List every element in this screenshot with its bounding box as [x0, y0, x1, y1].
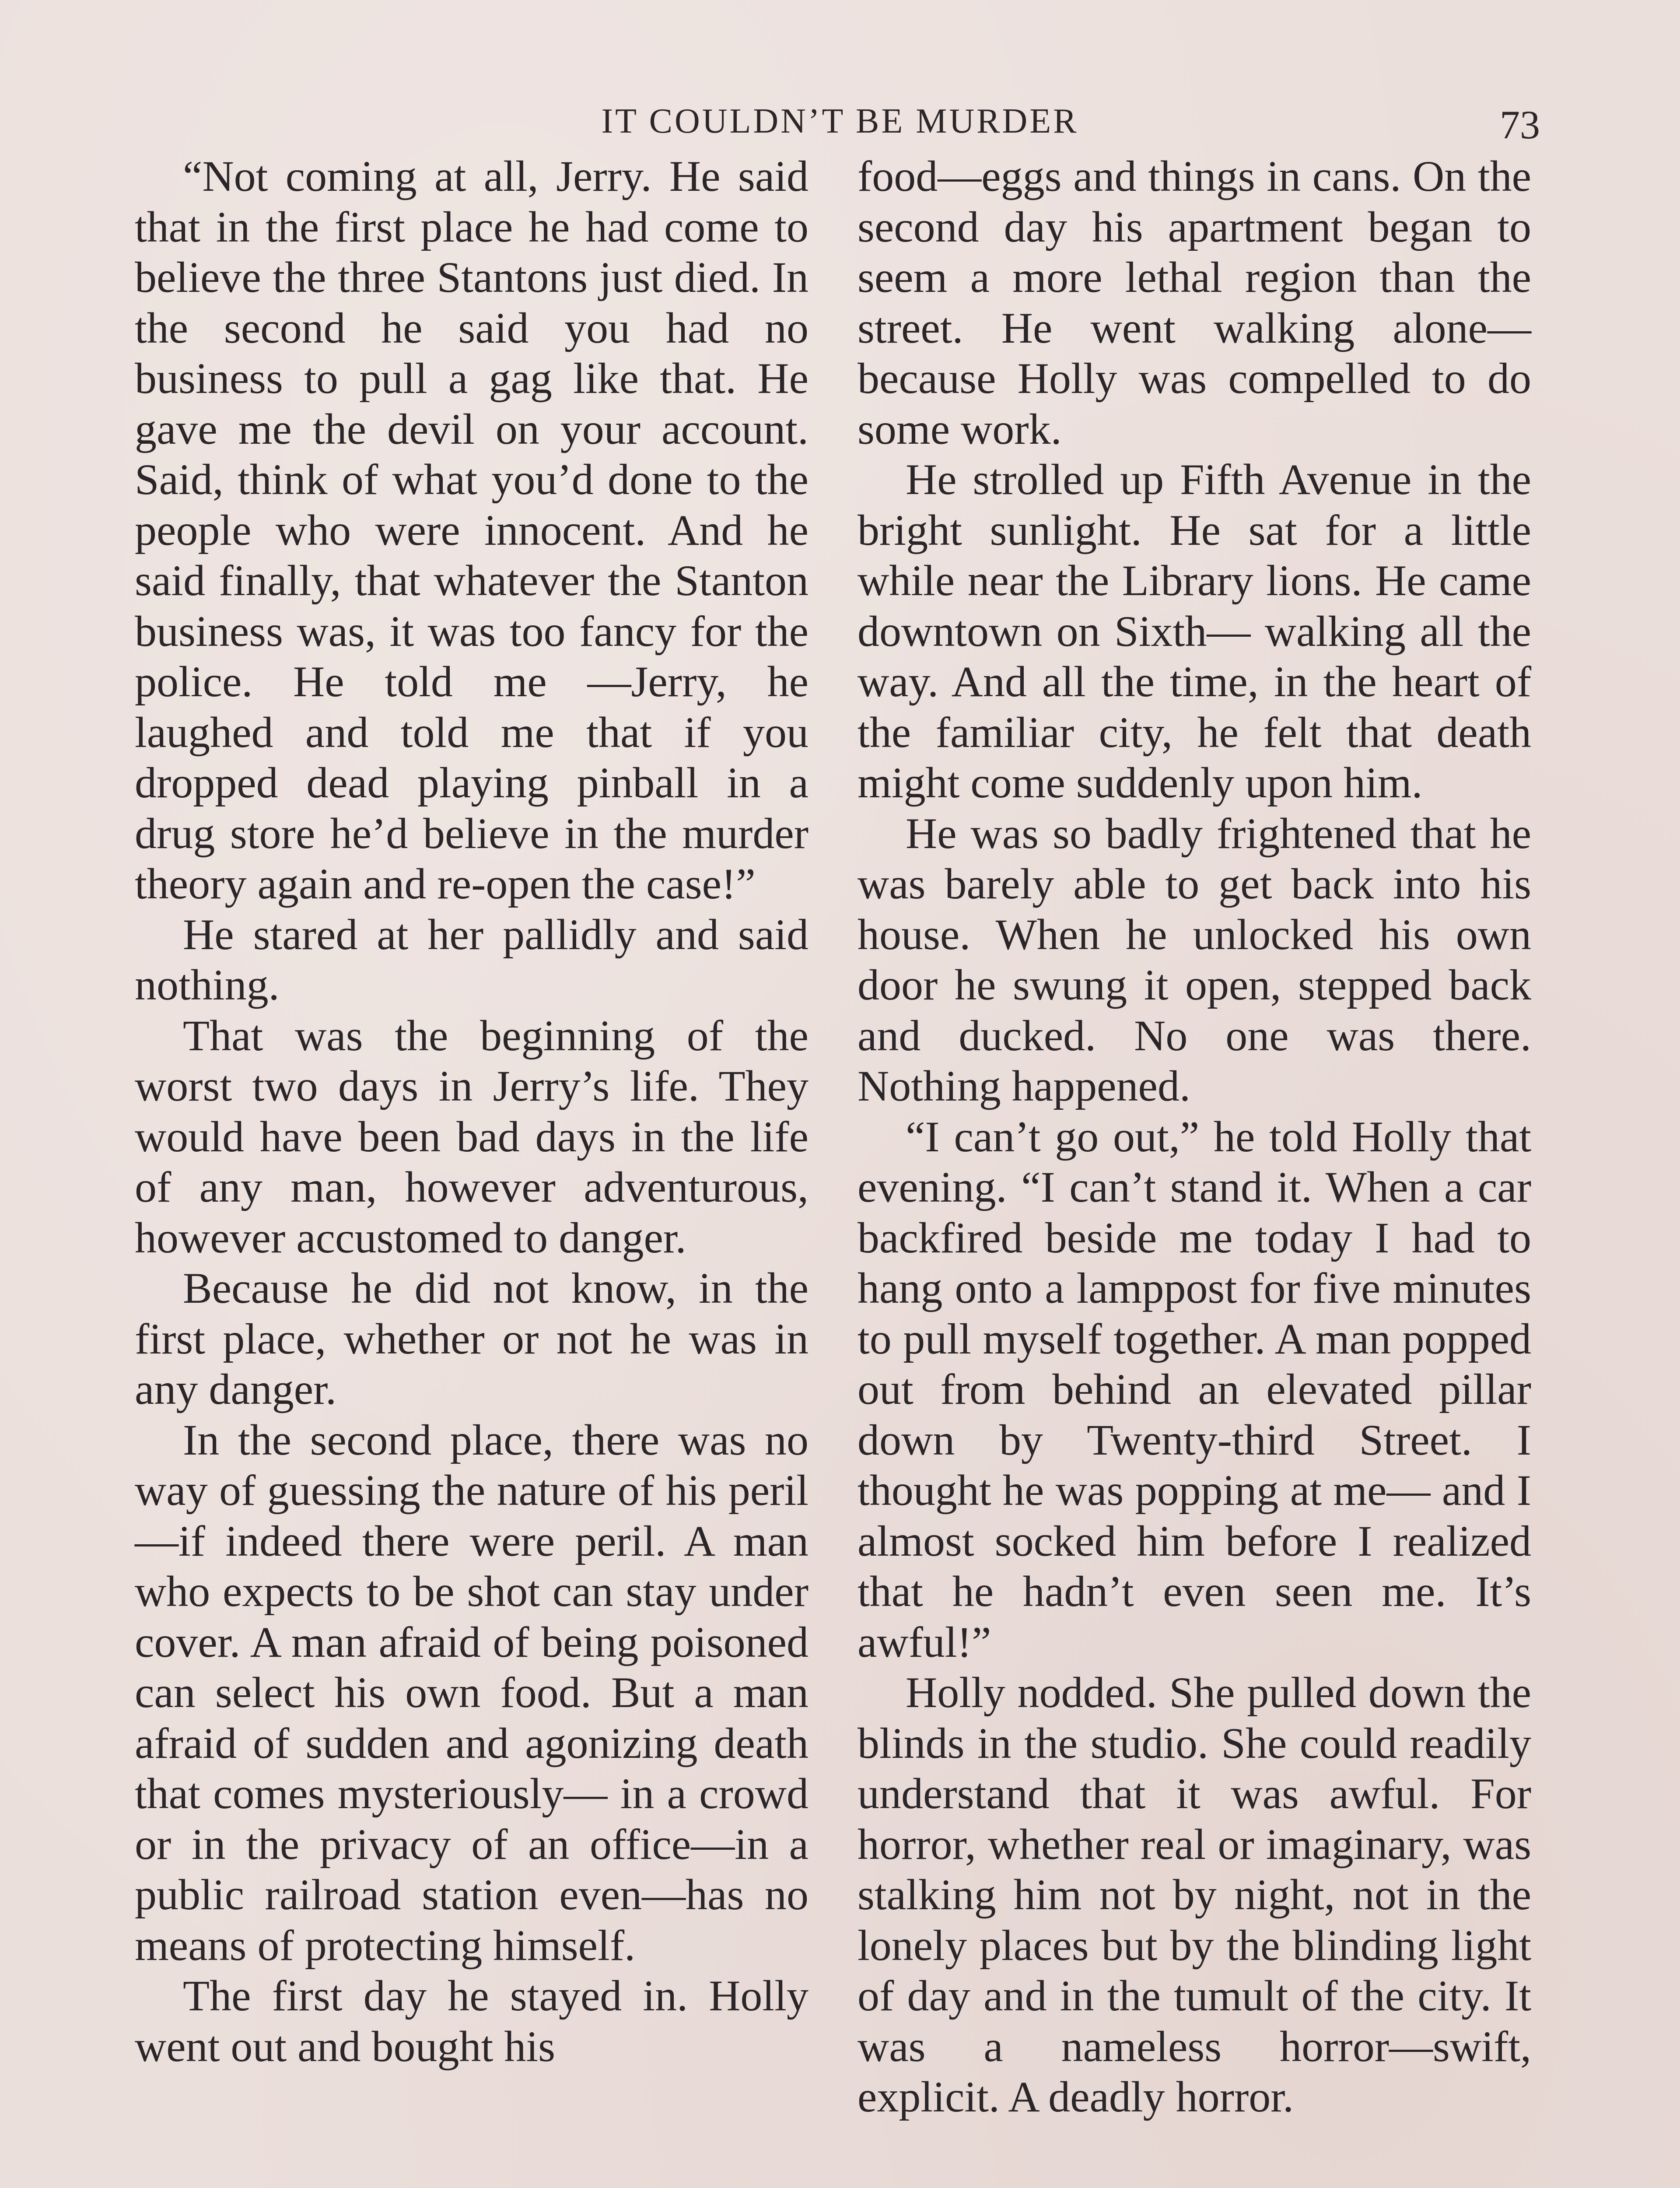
paragraph: In the second place, there was no way of guessing the nature of his peril—if indeed there were peril. A man who expects to be shot can stay under cover. A man afraid of being poisoned can select his own food. But a man afraid of sudden and agonizing death that comes mysteriously— in a crowd or in the privacy of an office—in a public railroad station even—has no means of protecting himself. — [135, 1415, 808, 1970]
page-number: 73 — [1500, 102, 1540, 147]
paragraph-continued: food—eggs and things in cans. On the second day his apartment began to seem a more lethal region than the street. He went walking alone—because Holly was compelled to do some work. — [858, 152, 1531, 453]
left-column — [135, 151, 808, 2072]
paragraph: He strolled up Fifth Avenue in the bright sunlight. He sat for a little while near the Library lions. He came downtown on Sixth— walking all the way. And all the time, in the heart of the familiar city, he felt that death might come suddenly upon him. — [858, 455, 1531, 807]
paragraph: “Not coming at all, Jerry. He said that in the first place he had come to believe the three Stantons just died. In the second he said you had no business to pull a gag like that. He gave me the devil on your account. Said, think of what you’d done to the people who were innocent. And he said finally, that whatever the Stanton business was, it was too fancy for the police. He told me —Jerry, he laughed and told me that if you dropped dead playing pinball in a drug store he’d believe in the murder theory again and re-open the case!” — [135, 152, 808, 908]
right-column — [858, 151, 1531, 2122]
paragraph: Holly nodded. She pulled down the blinds in the studio. She could readily understand that it was awful. For horror, whether real or imaginary, was stalking him not by night, not in the lonely places but by the blinding light of day and in the tumult of the city. It was a nameless horror—swift, explicit. A deadly horror. — [858, 1668, 1531, 2121]
paragraph: Because he did not know, in the first place, whether or not he was in any danger. — [135, 1264, 808, 1413]
paragraph: “I can’t go out,” he told Holly that evening. “I can’t stand it. When a car backfired beside me today I had to hang onto a lamppost for five minutes to pull myself together. A man popped out from behind an elevated pillar down by Twenty-third Street. I thought he was popping at me— and I almost socked him before I realized that he hadn’t even seen me. It’s awful!” — [858, 1112, 1531, 1666]
paragraph: He was so badly frightened that he was barely able to get back into his house. When he unlocked his own door he swung it open, stepped back and ducked. No one was there. Nothing happened. — [858, 809, 1531, 1110]
paragraph: He stared at her pallidly and said nothing. — [135, 910, 808, 1009]
running-title: IT COULDN’T BE MURDER — [601, 102, 1079, 140]
paragraph: The first day he stayed in. Holly went out and bought his — [135, 1971, 808, 2071]
paragraph: That was the beginning of the worst two days in Jerry’s life. They would have been bad days in the life of any man, however adventurous, however accustomed to danger. — [135, 1011, 808, 1262]
